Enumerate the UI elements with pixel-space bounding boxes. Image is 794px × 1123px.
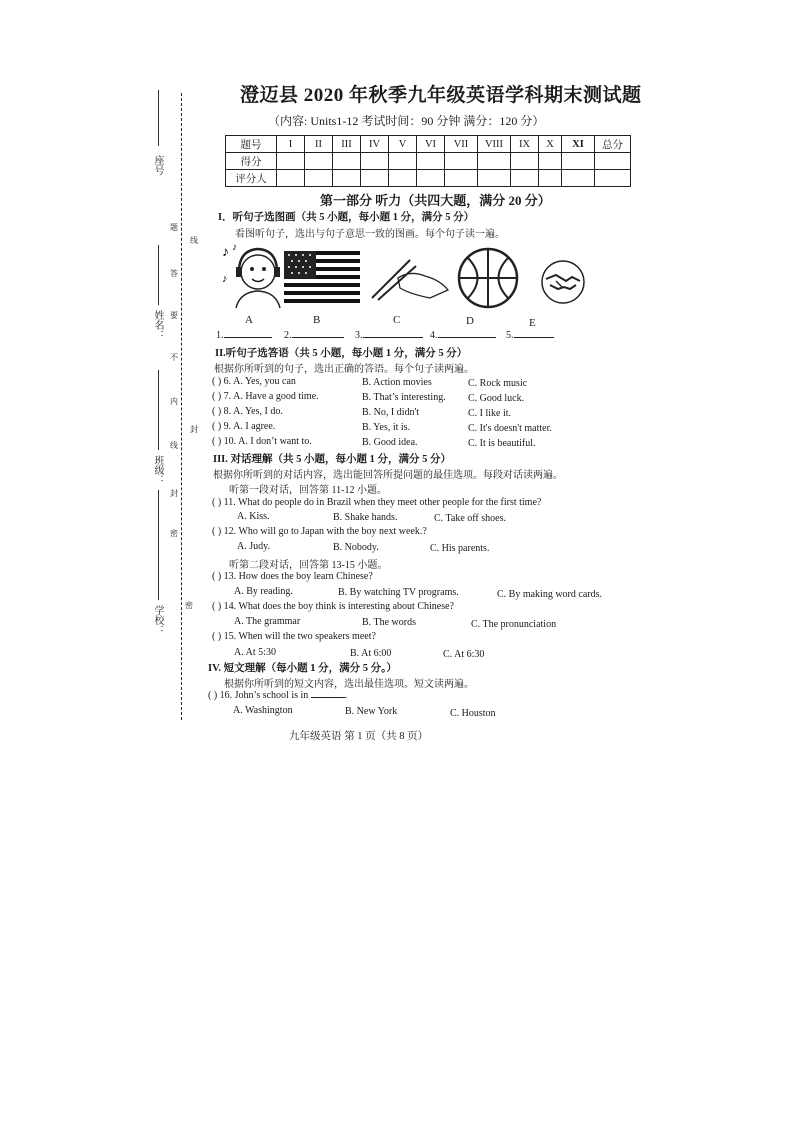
question-item[interactable]: ( ) 10. A. I don’t want to. [212, 436, 312, 447]
score-table [225, 135, 631, 187]
picture-label: E [529, 317, 536, 329]
svg-text:♪: ♪ [222, 273, 228, 285]
grader-cell[interactable] [445, 170, 478, 187]
question-item[interactable]: ( ) 7. A. Have a good time. [212, 391, 319, 402]
score-cell[interactable] [478, 153, 511, 170]
question-tail: . [344, 690, 348, 701]
option-b[interactable]: B. Nobody. [333, 542, 379, 553]
class-label: 班级： [152, 455, 163, 485]
seal-char: 密 [185, 601, 193, 610]
section1-title: I．听句子选图画（共 5 小题，每小题 1 分，满分 5 分） [218, 212, 475, 223]
score-table-header: VIII [478, 136, 511, 153]
option-a[interactable]: A. At 5:30 [234, 647, 276, 658]
score-table-header-row [226, 136, 631, 153]
score-cell[interactable] [417, 153, 445, 170]
page-footer: 九年级英语 第 1 页（共 8 页） [289, 731, 429, 742]
exam-subtitle: （内容: Units1-12 考试时间：90 分钟 满分：120 分） [268, 114, 545, 128]
score-table-header: VI [417, 136, 445, 153]
score-cell[interactable] [562, 153, 595, 170]
score-cell[interactable] [361, 153, 389, 170]
section1-instructions: 看图听句子，选出与句子意思一致的图画。每个句子读一遍。 [235, 229, 505, 240]
grader-cell[interactable] [361, 170, 389, 187]
option-b[interactable]: B. At 6:00 [350, 648, 392, 659]
grader-cell[interactable] [478, 170, 511, 187]
option-b[interactable]: B. Shake hands. [333, 512, 398, 523]
answer-number: 4. [430, 330, 438, 341]
seal-char: 题 [170, 223, 178, 232]
answer-number: 2. [284, 330, 292, 341]
question-item[interactable]: ( ) 11. What do people do in Brazil when they meet other people for the first time? [212, 497, 542, 508]
option-c[interactable]: C. His parents. [430, 543, 490, 554]
section4-title: IV. 短文理解（每小题 1 分，满分 5 分。） [208, 663, 397, 674]
option-a[interactable]: A. Judy. [237, 541, 270, 552]
answer-number: 5. [506, 330, 514, 341]
answer-blank[interactable] [506, 330, 554, 341]
answer-blank[interactable] [284, 330, 344, 341]
class-field[interactable] [158, 370, 159, 450]
grader-cell[interactable] [539, 170, 562, 187]
score-cell[interactable] [277, 153, 305, 170]
option-c[interactable]: C. Houston [450, 708, 496, 719]
option-c[interactable]: C. At 6:30 [443, 649, 485, 660]
option-b[interactable]: B. The words [362, 617, 416, 628]
score-table-header: I [277, 136, 305, 153]
option-b[interactable]: B. Good idea. [362, 437, 418, 448]
question-item[interactable]: ( ) 14. What does the boy think is interesting about Chinese? [212, 601, 454, 612]
handshake-icon [540, 259, 586, 305]
basketball-icon [457, 247, 519, 309]
option-a[interactable]: A. Washington [233, 705, 293, 716]
option-b[interactable]: B. Yes, it is. [362, 422, 411, 433]
svg-text:♪: ♪ [232, 242, 237, 253]
option-c[interactable]: C. It is beautiful. [468, 438, 536, 449]
option-b[interactable]: B. By watching TV programs. [338, 587, 459, 598]
dialogue1-note: 听第一段对话，回答第 11-12 小题。 [229, 485, 387, 496]
score-cell[interactable] [595, 153, 631, 170]
seat-number-field[interactable] [158, 90, 159, 146]
seal-char: 要 [170, 311, 178, 320]
picture-label: C [393, 314, 401, 326]
option-b[interactable]: B. New York [345, 706, 398, 717]
picture-label: D [466, 315, 474, 327]
question-text: ( ) 16. John’s school is in [208, 690, 309, 701]
picture-label: B [313, 314, 321, 326]
score-table-header: 题号 [226, 136, 277, 153]
grader-cell[interactable] [595, 170, 631, 187]
option-a[interactable]: A. Kiss. [237, 511, 270, 522]
grader-cell[interactable] [562, 170, 595, 187]
option-c[interactable]: C. I like it. [468, 408, 512, 419]
part1-heading: 第一部分 听力（共四大题，满分 20 分） [320, 193, 551, 208]
section2-instructions: 根据你所听到的句子，选出正确的答语。每个句子读两遍。 [214, 364, 474, 375]
us-flag-icon [284, 251, 360, 305]
question-item[interactable]: ( ) 8. A. Yes, I do. [212, 406, 283, 417]
option-b[interactable]: B. No, I didn't [362, 407, 420, 418]
score-table-header: XI [562, 136, 595, 153]
seal-char: 答 [170, 269, 178, 278]
section4-instructions: 根据你所听到的短文内容，选出最佳选项。短文读两遍。 [224, 679, 474, 690]
section3-instructions: 根据你所听到的对话内容，选出能回答所提问题的最佳选项。每段对话读两遍。 [213, 470, 563, 481]
grader-cell[interactable] [277, 170, 305, 187]
grader-cell[interactable] [389, 170, 417, 187]
score-row-label: 得分 [226, 153, 277, 170]
seal-char: 封 [190, 425, 198, 434]
section3-title: III. 对话理解（共 5 小题，每小题 1 分，满分 5 分） [213, 454, 452, 465]
dialogue2-note: 听第二段对话，回答第 13-15 小题。 [229, 560, 388, 571]
score-cell[interactable] [389, 153, 417, 170]
name-label: 姓名： [152, 310, 163, 340]
picture-label: A [245, 314, 253, 326]
grader-row [226, 170, 631, 187]
seal-char: 封 [170, 489, 178, 498]
grader-cell[interactable] [511, 170, 539, 187]
option-c[interactable]: C. By making word cards. [497, 589, 602, 600]
question-item[interactable] [208, 690, 347, 701]
grader-cell[interactable] [417, 170, 445, 187]
option-a[interactable]: A. By reading. [234, 586, 293, 597]
seal-char: 内 [170, 397, 178, 406]
score-cell[interactable] [333, 153, 361, 170]
question-item[interactable]: ( ) 9. A. I agree. [212, 421, 276, 432]
girl-headphones-icon [220, 242, 290, 308]
score-cell[interactable] [305, 153, 333, 170]
option-c[interactable]: C. Good luck. [468, 393, 525, 404]
school-label: 学校： [152, 605, 163, 635]
option-c[interactable]: C. It's doesn't matter. [468, 423, 552, 434]
question-item[interactable]: ( ) 13. How does the boy learn Chinese? [212, 571, 373, 582]
seat-number-label: 座号 [152, 155, 163, 175]
grader-cell[interactable] [305, 170, 333, 187]
score-row [226, 153, 631, 170]
seal-char: 不 [170, 353, 178, 362]
answer-blank[interactable] [355, 330, 423, 341]
score-table-header: X [539, 136, 562, 153]
question-item[interactable]: ( ) 6. A. Yes, you can [212, 376, 296, 387]
score-table-header: VII [445, 136, 478, 153]
question-item[interactable]: ( ) 12. Who will go to Japan with the boy next week.? [212, 526, 427, 537]
grader-row-label: 评分人 [226, 170, 277, 187]
section2-title: II.听句子选答语（共 5 小题，每小题 1 分，满分 5 分） [215, 348, 468, 359]
option-c[interactable]: C. The pronunciation [471, 619, 557, 630]
option-c[interactable]: C. Rock music [468, 378, 528, 389]
exam-title: 澄迈县 2020 年秋季九年级英语学科期末测试题 [240, 85, 642, 106]
score-cell[interactable] [511, 153, 539, 170]
school-field[interactable] [158, 490, 159, 600]
answer-number: 1. [216, 330, 224, 341]
score-table-header: 总分 [595, 136, 631, 153]
score-table-header: III [333, 136, 361, 153]
answer-number: 3. [355, 330, 363, 341]
answer-blank[interactable] [430, 330, 496, 341]
score-table-header: II [305, 136, 333, 153]
option-b[interactable]: B. Action movies [362, 377, 432, 388]
answer-blank[interactable] [216, 330, 272, 341]
score-cell[interactable] [445, 153, 478, 170]
seal-char: 密 [170, 529, 178, 538]
seal-char: 线 [190, 236, 198, 245]
score-table-header: IX [511, 136, 539, 153]
chopsticks-icon [370, 258, 450, 302]
option-c[interactable]: C. Take off shoes. [434, 513, 506, 524]
binding-dashed-line [181, 93, 182, 720]
grader-cell[interactable] [333, 170, 361, 187]
score-cell[interactable] [539, 153, 562, 170]
name-field[interactable] [158, 245, 159, 305]
answer-blank[interactable] [311, 697, 345, 698]
score-table-header: IV [361, 136, 389, 153]
seal-char: 线 [170, 441, 178, 450]
question-item[interactable]: ( ) 15. When will the two speakers meet? [212, 631, 376, 642]
score-table-header: V [389, 136, 417, 153]
option-a[interactable]: A. The grammar [234, 616, 301, 627]
svg-text:♪: ♪ [222, 245, 229, 260]
option-b[interactable]: B. That’s interesting. [362, 392, 446, 403]
